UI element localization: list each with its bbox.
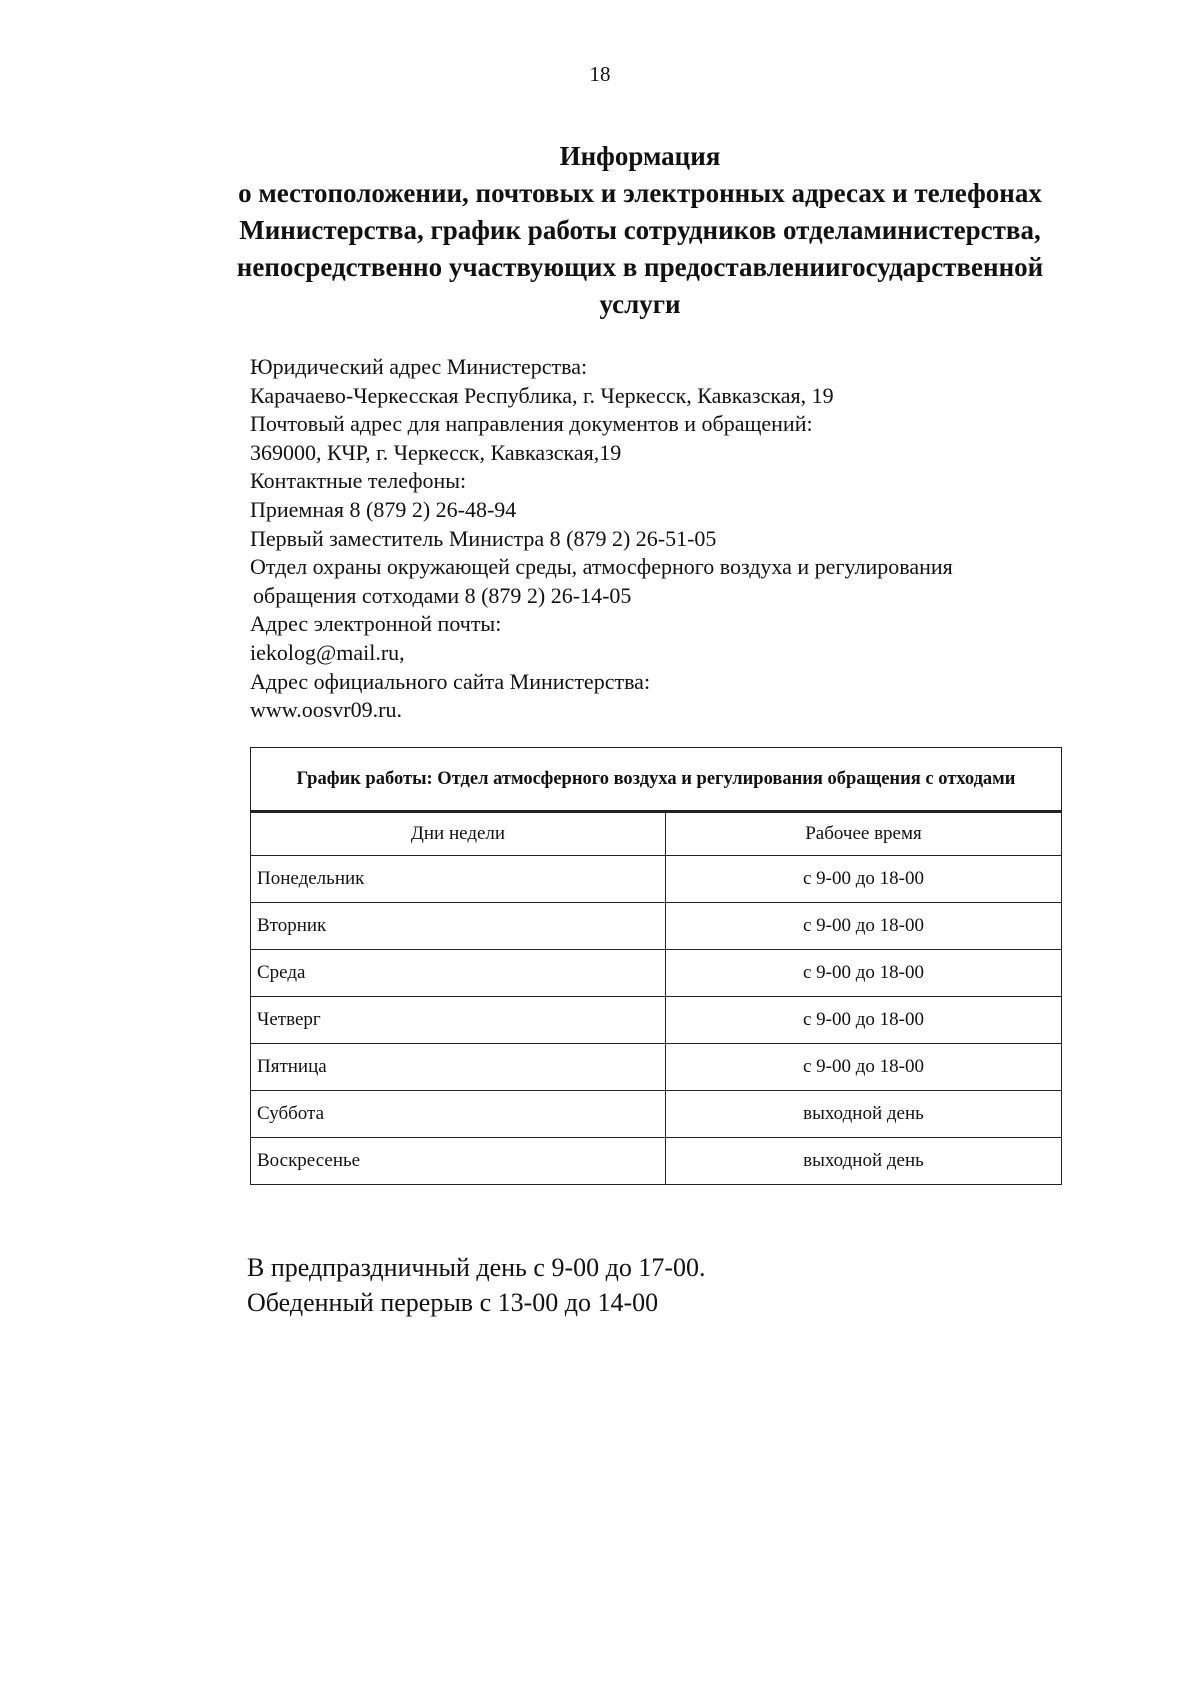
time-cell: выходной день — [666, 1091, 1062, 1138]
document-title — [190, 138, 1090, 323]
table-row — [251, 950, 1062, 997]
phone-department-cont: обращения сотходами 8 (879 2) 26-14-05 — [253, 582, 632, 608]
day-cell: Понедельник — [251, 856, 666, 903]
time-cell: с 9-00 до 18-00 — [666, 997, 1062, 1044]
day-cell: Воскресенье — [251, 1138, 666, 1185]
day-cell: Четверг — [251, 997, 666, 1044]
day-cell: Пятница — [251, 1044, 666, 1091]
time-cell: с 9-00 до 18-00 — [666, 903, 1062, 950]
pre-holiday-hours: В предпраздничный день с 9-00 до 17-00. — [247, 1253, 706, 1282]
title-line: услуги — [599, 289, 681, 319]
email-address: iekolog@mail.ru, — [250, 639, 405, 665]
day-cell: Среда — [251, 950, 666, 997]
day-cell: Суббота — [251, 1091, 666, 1138]
phone-reception: Приемная 8 (879 2) 26-48-94 — [250, 496, 517, 522]
website-label: Адрес официального сайта Министерства: — [250, 668, 651, 694]
page-number: 18 — [589, 62, 611, 86]
title-line: о местоположении, почтовых и электронных адресах и телефонах — [238, 178, 1042, 208]
postal-address-label: Почтовый адрес для направления документов и обращений: — [250, 411, 813, 437]
title-line: непосредственно участвующих в предоставлениигосударственной — [236, 252, 1044, 282]
postal-address: 369000, КЧР, г. Черкесск, Кавказская,19 — [250, 439, 622, 465]
table-row — [251, 1138, 1062, 1185]
legal-address: Карачаево-Черкесская Республика, г. Черкесск, Кавказская, 19 — [250, 382, 834, 408]
time-cell: с 9-00 до 18-00 — [666, 1044, 1062, 1091]
schedule-table — [250, 747, 1062, 1185]
table-row — [251, 997, 1062, 1044]
time-cell: с 9-00 до 18-00 — [666, 950, 1062, 997]
legal-address-label: Юридический адрес Министерства: — [250, 354, 588, 379]
column-header-days: Дни недели — [251, 812, 666, 856]
title-line: Министерства, график работы сотрудников отделаминистерства, — [239, 215, 1041, 245]
contact-info — [250, 353, 953, 725]
table-row — [251, 856, 1062, 903]
table-row — [251, 1091, 1062, 1138]
website-address: www.oosvr09.ru. — [250, 697, 402, 723]
column-header-hours: Рабочее время — [666, 812, 1062, 856]
lunch-break: Обеденный перерыв с 13-00 до 14-00 — [247, 1288, 659, 1317]
phones-label: Контактные телефоны: — [250, 468, 467, 494]
email-label: Адрес электронной почты: — [250, 611, 502, 637]
schedule-caption: График работы: Отдел атмосферного воздуха и регулирования обращения с отходами — [251, 748, 1062, 812]
time-cell: выходной день — [666, 1138, 1062, 1185]
table-row — [251, 1044, 1062, 1091]
phone-department: Отдел охраны окружающей среды, атмосферного воздуха и регулирования — [250, 554, 953, 580]
footer-notes — [247, 1250, 706, 1320]
title-line: Информация — [559, 141, 721, 171]
day-cell: Вторник — [251, 903, 666, 950]
phone-first-deputy: Первый заместитель Министра 8 (879 2) 26-51-05 — [250, 525, 717, 551]
time-cell: с 9-00 до 18-00 — [666, 856, 1062, 903]
table-row — [251, 903, 1062, 950]
